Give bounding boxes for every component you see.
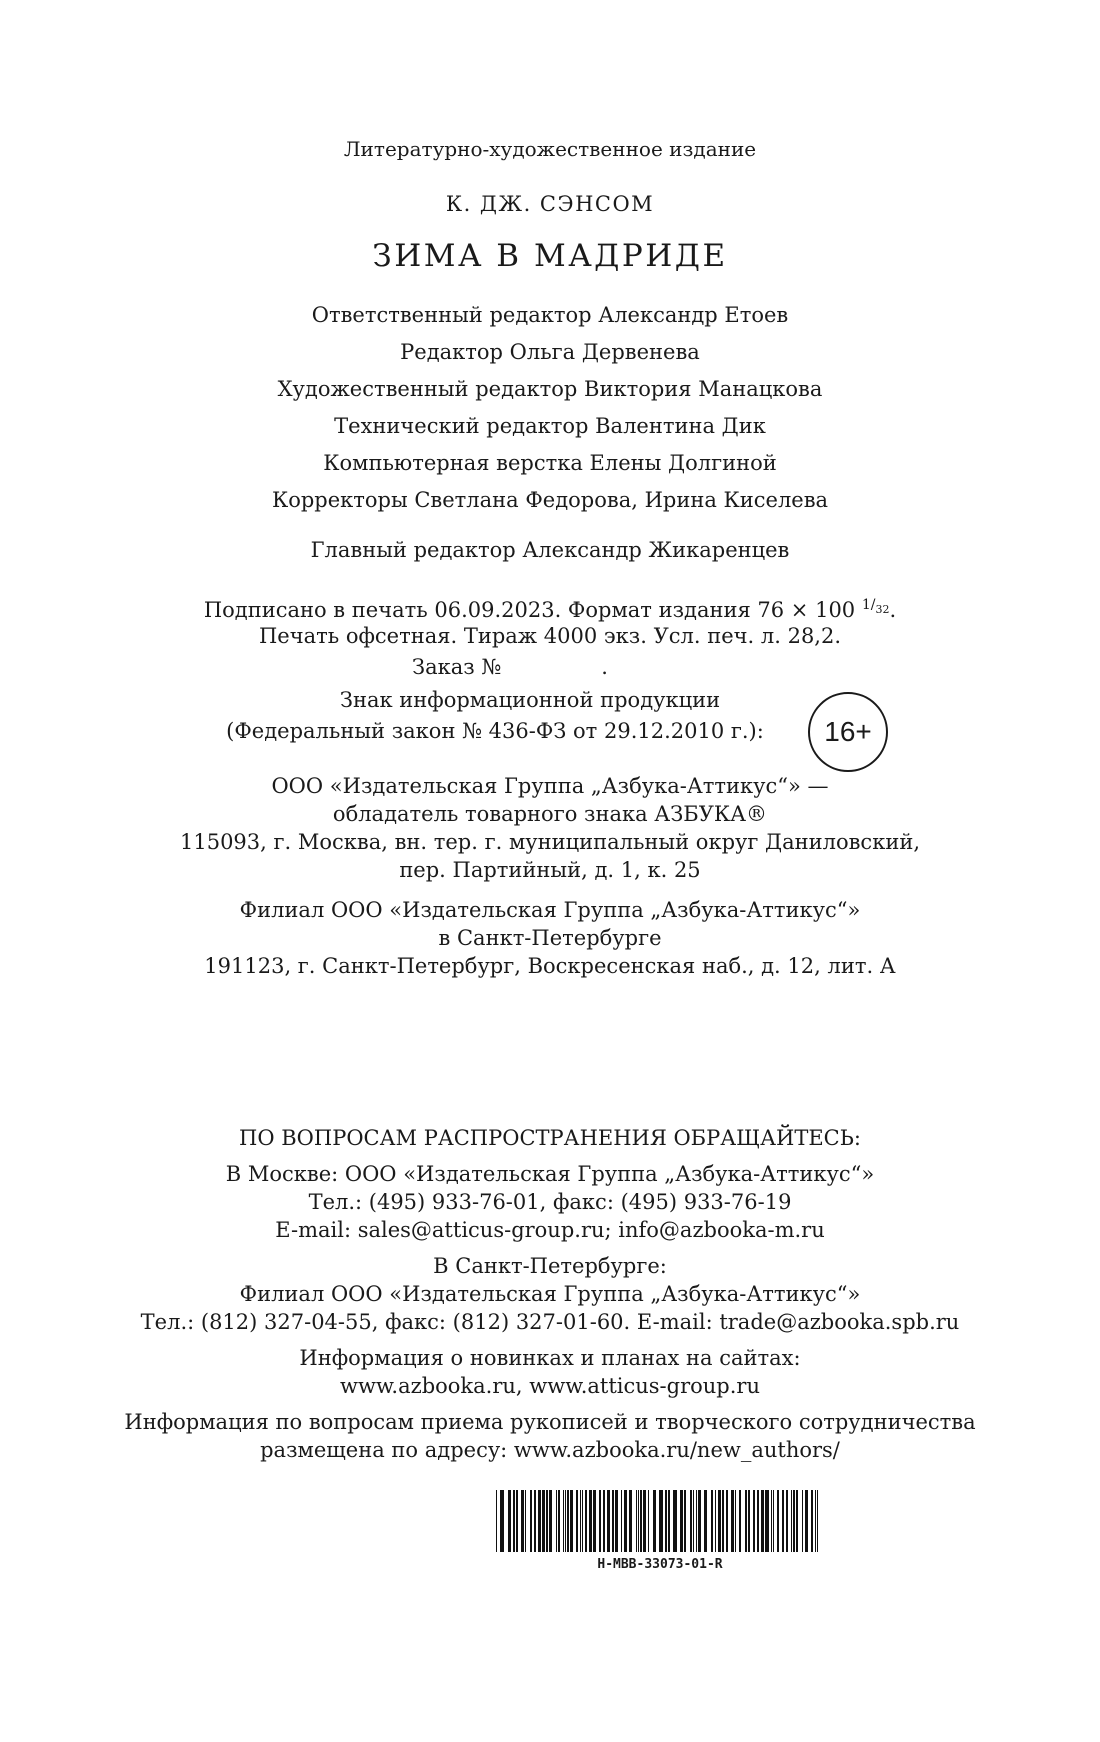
- sites-line: Информация о новинках и планах на сайтах:: [299, 1346, 801, 1370]
- barcode-bar: [735, 1490, 736, 1552]
- barcode-bar: [673, 1490, 677, 1552]
- barcode-bar: [722, 1490, 724, 1552]
- barcode-bar: [765, 1490, 769, 1552]
- credit-line: Художественный редактор Виктория Манацкова: [277, 377, 823, 401]
- distribution-heading: ПО ВОПРОСАМ РАСПРОСТРАНЕНИЯ ОБРАЩАЙТЕСЬ:: [239, 1126, 861, 1150]
- barcode-bar: [698, 1490, 701, 1552]
- barcode-bar: [599, 1490, 601, 1552]
- credit-line: Ответственный редактор Александр Етоев: [311, 303, 789, 327]
- barcode: [496, 1490, 818, 1574]
- barcode-bar: [786, 1490, 788, 1552]
- barcode-bar: [696, 1490, 697, 1552]
- barcode-bar: [621, 1490, 622, 1552]
- publisher-line: обладатель товарного знака АЗБУКА®: [332, 802, 768, 826]
- barcode-bar: [558, 1490, 560, 1552]
- barcode-bar: [629, 1490, 632, 1552]
- age-rating-law: (Федеральный закон № 436-ФЗ от 29.12.2010 г.):: [226, 719, 764, 743]
- credit-line: Редактор Ольга Дервенева: [400, 340, 700, 364]
- barcode-bar: [753, 1490, 755, 1552]
- barcode-bar: [516, 1490, 518, 1552]
- barcode-bar: [525, 1490, 526, 1552]
- barcode-bars: [496, 1490, 818, 1552]
- barcode-bar: [636, 1490, 637, 1552]
- barcode-bar: [582, 1490, 583, 1552]
- branch-line: 191123, г. Санкт-Петербург, Воскресенская наб., д. 12, лит. А: [204, 954, 896, 978]
- barcode-bar: [745, 1490, 747, 1552]
- barcode-bar: [615, 1490, 618, 1552]
- barcode-bar: [773, 1490, 774, 1552]
- book-title: ЗИМА В МАДРИДЕ: [372, 238, 728, 274]
- distribution-spb-line: Филиал ООО «Издательская Группа „Азбука-Аттикус“»: [239, 1282, 861, 1306]
- format-fraction-den: 32: [875, 602, 890, 616]
- publisher-line: ООО «Издательская Группа „Азбука-Аттикус“» —: [271, 774, 829, 798]
- barcode-bar: [538, 1490, 541, 1552]
- barcode-bar: [748, 1490, 750, 1552]
- publisher-line: 115093, г. Москва, вн. тер. г. муниципальный округ Даниловский,: [179, 830, 920, 854]
- barcode-bar: [718, 1490, 721, 1552]
- barcode-bar: [690, 1490, 692, 1552]
- barcode-bar: [796, 1490, 798, 1552]
- barcode-bar: [556, 1490, 557, 1552]
- barcode-bar: [715, 1490, 716, 1552]
- barcode-bar: [521, 1490, 524, 1552]
- barcode-bar: [580, 1490, 581, 1552]
- credit-line: Компьютерная верстка Елены Долгиной: [323, 451, 777, 475]
- barcode-bar: [684, 1490, 686, 1552]
- barcode-bar: [542, 1490, 545, 1552]
- barcode-bar: [791, 1490, 792, 1552]
- print-date-format: Подписано в печать 06.09.2023. Формат издания 76 × 100: [203, 598, 856, 622]
- print-info-line-2: Печать офсетная. Тираж 4000 экз. Усл. печ. л. 28,2.: [258, 624, 842, 648]
- format-fraction: 1/32: [861, 597, 890, 616]
- barcode-bar: [757, 1490, 759, 1552]
- manuscripts-line: Информация по вопросам приема рукописей и творческого сотрудничества: [124, 1410, 976, 1434]
- print-info-line-1-end: .: [889, 598, 897, 622]
- barcode-bar: [513, 1490, 515, 1552]
- barcode-code: H-MBB-33073-01-R: [597, 1557, 723, 1572]
- barcode-bar: [726, 1490, 728, 1552]
- barcode-bar: [643, 1490, 646, 1552]
- barcode-bar: [496, 1490, 497, 1552]
- barcode-bar: [782, 1490, 784, 1552]
- barcode-bar: [638, 1490, 639, 1552]
- barcode-bar: [570, 1490, 573, 1552]
- barcode-bar: [805, 1490, 808, 1552]
- barcode-bar: [607, 1490, 610, 1552]
- distribution-moscow-line: В Москве: ООО «Издательская Группа „Азбука-Аттикус“»: [225, 1162, 875, 1186]
- edition-type: Литературно-художественное издание: [343, 137, 757, 161]
- barcode-bar: [593, 1490, 596, 1552]
- barcode-bar: [693, 1490, 694, 1552]
- distribution-spb-line: Тел.: (812) 327-04-55, факс: (812) 327-01-60. E-mail: trade@azbooka.spb.ru: [140, 1310, 960, 1334]
- barcode-bar: [640, 1490, 642, 1552]
- barcode-bar: [739, 1490, 741, 1552]
- order-end: .: [601, 655, 608, 679]
- barcode-bar: [680, 1490, 683, 1552]
- barcode-bar: [589, 1490, 592, 1552]
- barcode-bar: [777, 1490, 779, 1552]
- distribution-spb-line: В Санкт-Петербурге:: [433, 1254, 667, 1278]
- barcode-bar: [612, 1490, 614, 1552]
- barcode-bar: [648, 1490, 649, 1552]
- barcode-bar: [811, 1490, 813, 1552]
- manuscripts-line: размещена по адресу: www.azbooka.ru/new_authors/: [260, 1438, 840, 1462]
- credit-line: Технический редактор Валентина Дик: [334, 414, 766, 438]
- barcode-bar: [567, 1490, 569, 1552]
- barcode-bar: [802, 1490, 803, 1552]
- barcode-bar: [761, 1490, 764, 1552]
- barcode-bar: [817, 1490, 818, 1552]
- credit-line: Корректоры Светлана Федорова, Ирина Киселева: [271, 488, 829, 512]
- distribution-moscow-line: Тел.: (495) 933-76-01, факс: (495) 933-76-19: [308, 1190, 792, 1214]
- barcode-bar: [530, 1490, 532, 1552]
- barcode-bar: [665, 1490, 667, 1552]
- barcode-bar: [704, 1490, 707, 1552]
- barcode-bar: [508, 1490, 511, 1552]
- order-number: [0, 653, 1060, 681]
- order-label: Заказ №: [412, 655, 502, 679]
- barcode-bar: [659, 1490, 663, 1552]
- barcode-bar: [546, 1490, 548, 1552]
- barcode-bar: [653, 1490, 656, 1552]
- barcode-bar: [771, 1490, 772, 1552]
- barcode-bar: [711, 1490, 713, 1552]
- barcode-bar: [549, 1490, 552, 1552]
- barcode-bar: [731, 1490, 734, 1552]
- barcode-bar: [576, 1490, 578, 1552]
- barcode-bar: [815, 1490, 816, 1552]
- branch-line: Филиал ООО «Издательская Группа „Азбука-Аттикус“»: [239, 898, 861, 922]
- sites-line: www.azbooka.ru, www.atticus-group.ru: [340, 1374, 760, 1398]
- branch-line: в Санкт-Петербурге: [438, 926, 662, 950]
- barcode-bar: [793, 1490, 795, 1552]
- author-name: К. ДЖ. СЭНСОМ: [445, 192, 655, 216]
- print-info-line-1: [0, 591, 1100, 624]
- barcode-bar: [563, 1490, 564, 1552]
- publisher-line: пер. Партийный, д. 1, к. 25: [399, 858, 701, 882]
- format-fraction-num: 1: [861, 597, 871, 613]
- barcode-bar: [624, 1490, 627, 1552]
- barcode-bar: [668, 1490, 670, 1552]
- barcode-bar: [500, 1490, 504, 1552]
- barcode-bar: [534, 1490, 536, 1552]
- chief-editor: Главный редактор Александр Жикаренцев: [310, 538, 790, 562]
- barcode-bar: [585, 1490, 587, 1552]
- age-rating-label: Знак информационной продукции: [339, 688, 721, 712]
- barcode-bar: [565, 1490, 566, 1552]
- barcode-bar: [603, 1490, 605, 1552]
- age-rating-badge: 16+: [808, 692, 888, 772]
- distribution-moscow-line: E-mail: sales@atticus-group.ru; info@azbooka-m.ru: [275, 1218, 825, 1242]
